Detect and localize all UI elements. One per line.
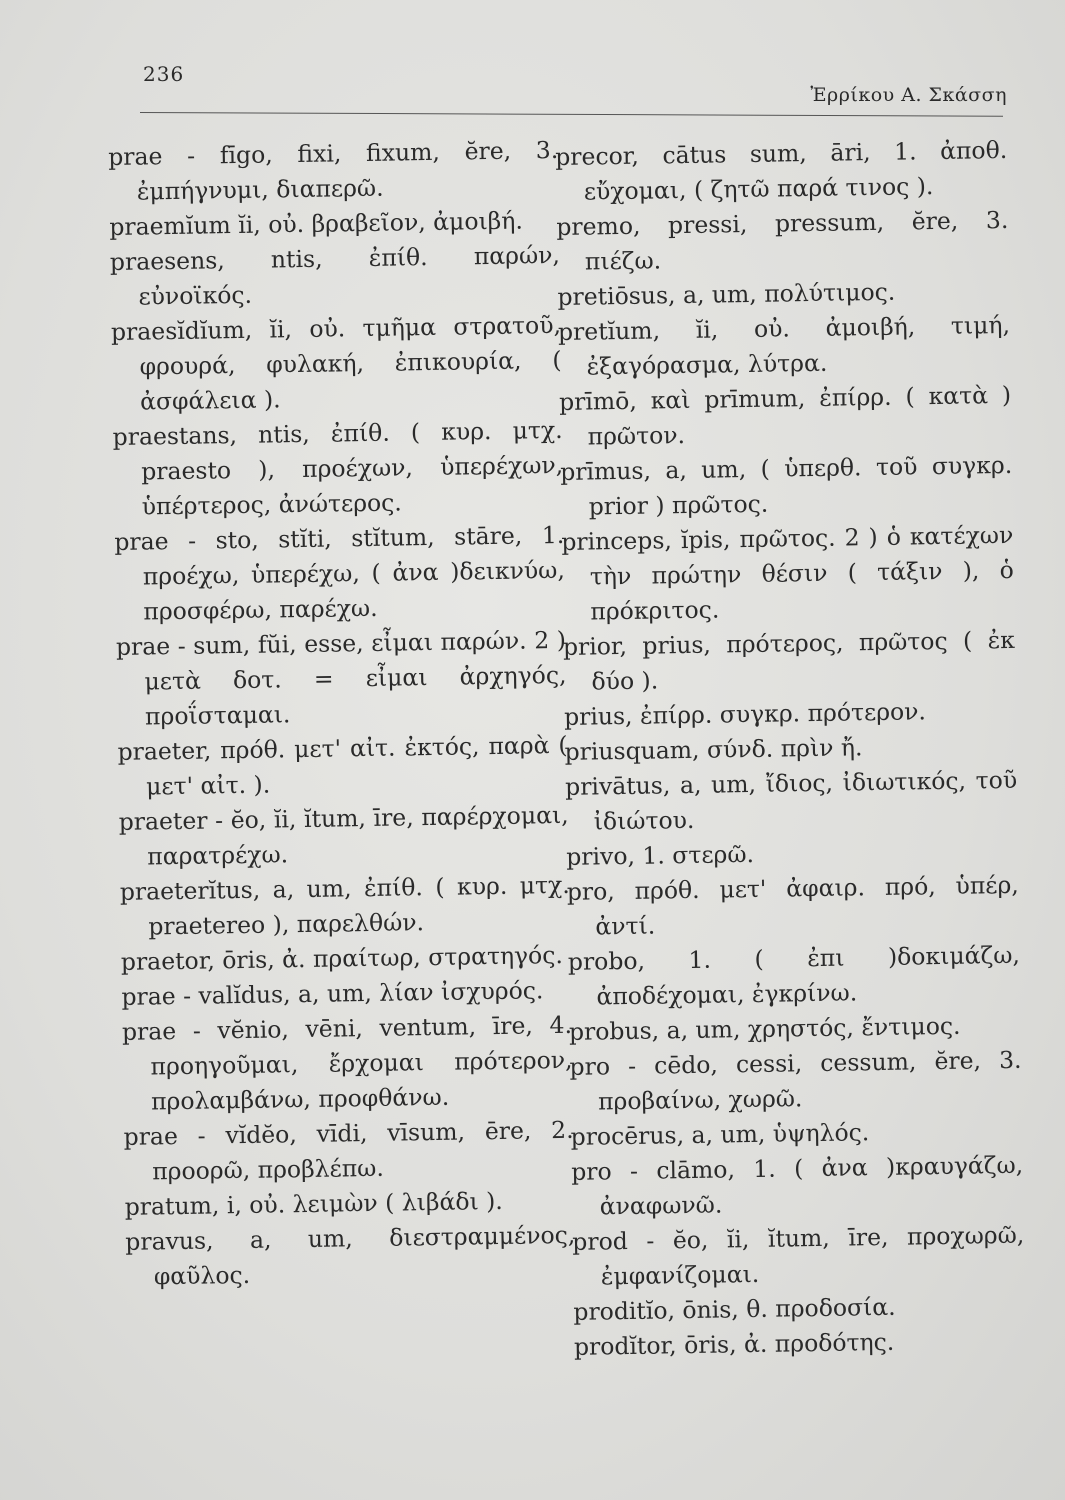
dictionary-entry: privātus, a, um, ἴδιος, ἰδιωτικός, τοῦ ἰδιώτου. <box>564 765 1018 836</box>
dictionary-entry: pretĭum, ĭi, οὐ. ἀμοιβή, τιμή, ἐξαγόρασμα, λύτρα. <box>557 310 1011 381</box>
dictionary-entry: pretiōsus, a, um, πολύτιμος. <box>557 277 896 311</box>
dictionary-entry: priusquam, σύνδ. πρὶν ἤ. <box>564 733 863 766</box>
dictionary-entry: prae - vĕnio, vēni, ventum, īre, 4. προηγοῦμαι, ἔρχομαι πρότερον, προλαμβάνω, προφθάνω. <box>121 1010 573 1116</box>
header-rule <box>140 112 1003 117</box>
dictionary-entry: probus, a, um, χρηστός, ἔντιμος. <box>568 1011 961 1046</box>
dictionary-entry: prae - valĭdus, a, um, λίαν ἰσχυρός. <box>121 976 544 1011</box>
dictionary-entry: praetor, ōris, ἀ. πραίτωρ, στρατηγός. <box>120 940 564 976</box>
dictionary-entry: praeter - ĕo, ĭi, ĭtum, īre, παρέρχομαι, παρατρέχω. <box>118 800 569 871</box>
dictionary-entry: precor, cātus sum, āri, 1. ἀποθ. εὔχομαι, ( ζητῶ παρά τινος ). <box>555 135 1008 206</box>
dictionary-entry: prae - fīgo, fixi, fixum, ĕre, 3. ἐμπήγνυμι, διαπερῶ. <box>108 135 559 206</box>
running-head: Ἐρρίκου Α. Σκάσση <box>810 84 1007 106</box>
dictionary-entry: prīmō, καὶ prīmum, ἐπίρρ. ( κατὰ ) πρῶτον. <box>558 380 1012 451</box>
dictionary-entry: praesens, ntis, ἐπίθ. παρών, εὐνοϊκός. <box>109 240 561 311</box>
dictionary-entry: praesĭdĭum, ĭi, οὐ. τμῆμα στρατοῦ, φρουρά, φυλακή, ἐπικουρία, ( ἀσφάλεια ). <box>110 310 562 416</box>
right-column <box>555 133 1026 1365</box>
dictionary-entry: praestans, ntis, ἐπίθ. ( κυρ. μτχ. praesto ), προέχων, ὑπερέχων, ὑπέρτερος, ἀνώτερος. <box>112 415 564 521</box>
dictionary-entry: proditĭo, ōnis, θ. προδοσία. <box>573 1292 896 1326</box>
dictionary-entry: premo, pressi, pressum, ĕre, 3. πιέζω. <box>556 205 1009 276</box>
dictionary-entry: prīmus, a, um, ( ὑπερθ. τοῦ συγκρ. prior ) πρῶτος. <box>559 450 1013 521</box>
dictionary-entry: probo, 1. ( ἐπι )δοκιμάζω, ἀποδέχομαι, ἐγκρίνω. <box>567 940 1021 1011</box>
dictionary-entry: pratum, i, οὐ. λειμὼν ( λιβάδι ). <box>124 1186 504 1221</box>
dictionary-entry: pro - cēdo, cessi, cessum, ĕre, 3. προβαίνω, χωρῶ. <box>569 1045 1022 1116</box>
dictionary-entry: prae - sto, stĭti, stĭtum, stāre, 1. προέχω, ὑπερέχω, ( ἀνα )δεικνύω, προσφέρω, παρέχω. <box>114 520 566 626</box>
dictionary-entry: praeter, πρόθ. μετ' αἰτ. ἐκτός, παρὰ ( μετ' αἰτ. ). <box>117 730 568 801</box>
dictionary-entry: prior, prius, πρότερος, πρῶτος ( ἐκ δύο ). <box>562 625 1016 696</box>
dictionary-entry: praemĭum ĭi, οὐ. βραβεῖον, ἀμοιβή. <box>109 206 524 241</box>
dictionary-entry: princeps, ĭpis, πρῶτος. 2 ) ὁ κατέχων τὴν πρώτην θέσιν ( τάξιν ), ὁ πρόκριτος. <box>561 520 1015 626</box>
dictionary-entry: pro, πρόθ. μετ' ἀφαιρ. πρό, ὑπέρ, ἀντί. <box>566 870 1019 941</box>
dictionary-entry: prius, ἐπίρρ. συγκρ. πρότερον. <box>563 697 927 731</box>
dictionary-entry: praeterĭtus, a, um, ἐπίθ. ( κυρ. μτχ. praetereo ), παρελθών. <box>119 870 570 941</box>
dictionary-entry: prod - ĕo, ĭi, ĭtum, īre, προχωρῶ, ἐμφανίζομαι. <box>572 1220 1025 1291</box>
page-number: 236 <box>143 62 185 86</box>
dictionary-entry: prodĭtor, ōris, ἀ. προδότης. <box>573 1327 895 1361</box>
dictionary-entry: procērus, a, um, ὑψηλός. <box>570 1118 870 1151</box>
dictionary-entry: privo, 1. στερῶ. <box>566 839 755 871</box>
dictionary-entry: prae - sum, fŭi, esse, εἶμαι παρών. 2 ) μετὰ δοτ. = εἶμαι ἀρχηγός, προΐσταμαι. <box>115 625 567 731</box>
dictionary-entry: pravus, a, um, διεστραμμένος, φαῦλος. <box>125 1220 576 1291</box>
dictionary-entry: prae - vĭdĕo, vīdi, vīsum, ēre, 2. προορῶ, προβλέπω. <box>123 1115 574 1186</box>
left-column <box>108 133 576 1295</box>
dictionary-entry: pro - clāmo, 1. ( ἀνα )κραυγάζω, ἀναφωνῶ. <box>570 1150 1024 1221</box>
